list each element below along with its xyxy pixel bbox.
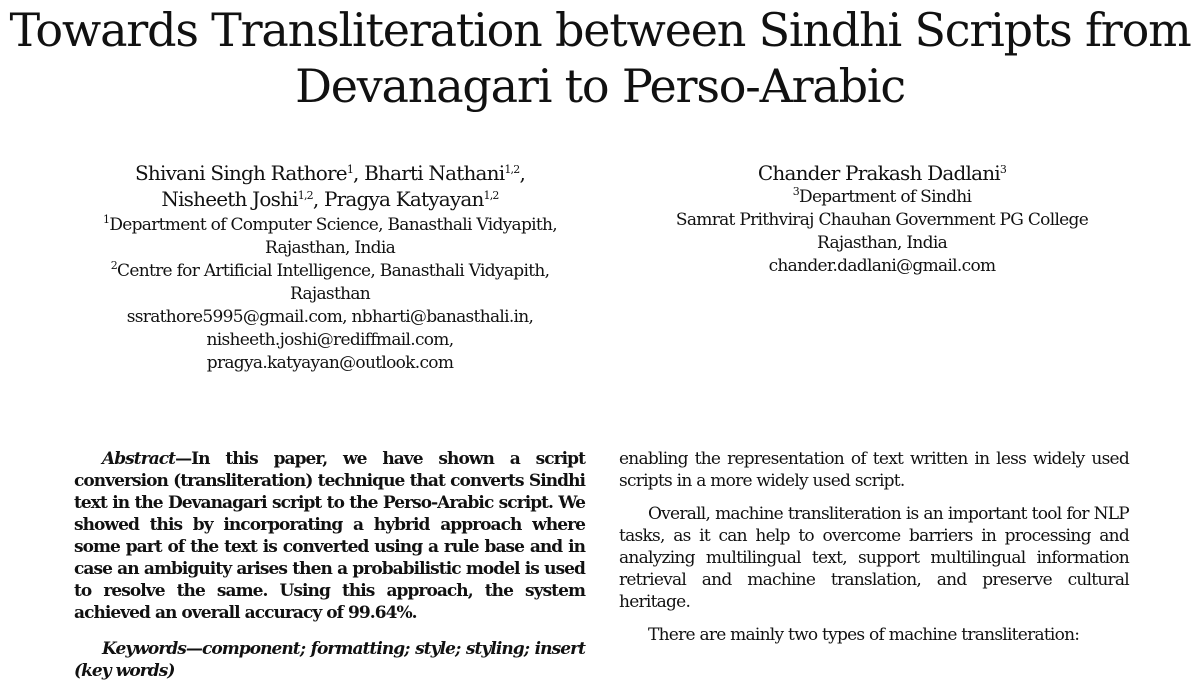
abstract — [74, 448, 585, 624]
author-name: Shivani Singh Rathore — [134, 161, 347, 185]
affiliation-marker: 1 — [103, 213, 110, 226]
affiliation-text: Department of Sindhi — [799, 187, 972, 207]
author-name: Nisheeth Joshi — [161, 187, 298, 211]
affiliation-marker: 1,2 — [483, 189, 499, 202]
author-name-line — [632, 160, 1132, 186]
author-emails-line-3: pragya.katyayan@outlook.com — [206, 353, 454, 373]
affiliation-marker: 1 — [346, 163, 354, 176]
author-name: , Bharti Nathani — [353, 161, 505, 185]
separator: , — [519, 161, 526, 185]
paragraph: Overall, machine transliteration is an important tool for NLP tasks, as it can help to overcome barriers in processing and analyzing multilingual text, support multilingual information retrieval and machine translation, and preserve cultural heritage. — [619, 504, 1129, 612]
author-emails-line-2: nisheeth.joshi@rediffmail.com, — [206, 330, 454, 350]
author-email: chander.dadlani@gmail.com — [768, 256, 996, 276]
keywords-label: Keywords — [102, 639, 186, 659]
keywords-text: component; formatting; style; styling; insert (key words) — [74, 639, 585, 681]
right-column — [619, 448, 1129, 657]
affiliation-1 — [40, 214, 620, 237]
keywords-dash: — — [185, 639, 202, 659]
affiliation-marker: 2 — [110, 259, 118, 272]
paragraph-continued: enabling the representation of text written in less widely used scripts in a more widely used script. — [619, 449, 1129, 491]
affiliation-text: Centre for Artificial Intelligence, Banasthali Vidyapith, — [117, 261, 550, 281]
author-names-line-2 — [40, 186, 620, 212]
affiliation-2-location: Rajasthan — [289, 284, 371, 304]
affiliation-marker: 3 — [792, 185, 800, 198]
affiliation-3-location: Rajasthan, India — [816, 233, 948, 253]
affiliation-3-college: Samrat Prithviraj Chauhan Government PG College — [675, 210, 1089, 230]
paragraph: There are mainly two types of machine transliteration: — [648, 625, 1080, 645]
affiliation-text: Department of Computer Science, Banasthali Vidyapith, — [109, 215, 557, 235]
author-block-left — [40, 160, 620, 375]
affiliation-2 — [40, 260, 620, 283]
author-names-line-1 — [40, 160, 620, 186]
paper-title — [0, 2, 1200, 114]
author-emails-line-1: ssrathore5995@gmail.com, nbharti@banasthali.in, — [126, 307, 534, 327]
affiliation-1-location: Rajasthan, India — [264, 238, 396, 258]
abstract-label: Abstract — [102, 449, 176, 469]
author-name: , Pragya Katyayan — [312, 187, 484, 211]
title-line-2: Devanagari to Perso-Arabic — [295, 59, 905, 113]
left-column — [74, 448, 585, 682]
affiliation-3 — [632, 186, 1132, 209]
keywords — [74, 638, 585, 682]
affiliation-marker: 1,2 — [297, 189, 313, 202]
affiliation-marker: 3 — [999, 163, 1007, 176]
author-name: Chander Prakash Dadlani — [757, 161, 1000, 185]
abstract-dash: — — [175, 449, 192, 469]
abstract-text: In this paper, we have shown a script conversion (transliteration) technique that converts Sindhi text in the Devanagari script to the Perso-Arabic script. We showed this by incorporating a hybrid approach where some part of the text is converted using a rule base and in case an ambiguity arises then a probabilistic model is used to resolve the same. Using this approach, the system achieved an overall accuracy of 99.64%. — [74, 449, 585, 623]
author-block-right — [632, 160, 1132, 278]
title-line-1: Towards Transliteration between Sindhi Scripts from — [9, 3, 1191, 57]
affiliation-marker: 1,2 — [504, 163, 520, 176]
